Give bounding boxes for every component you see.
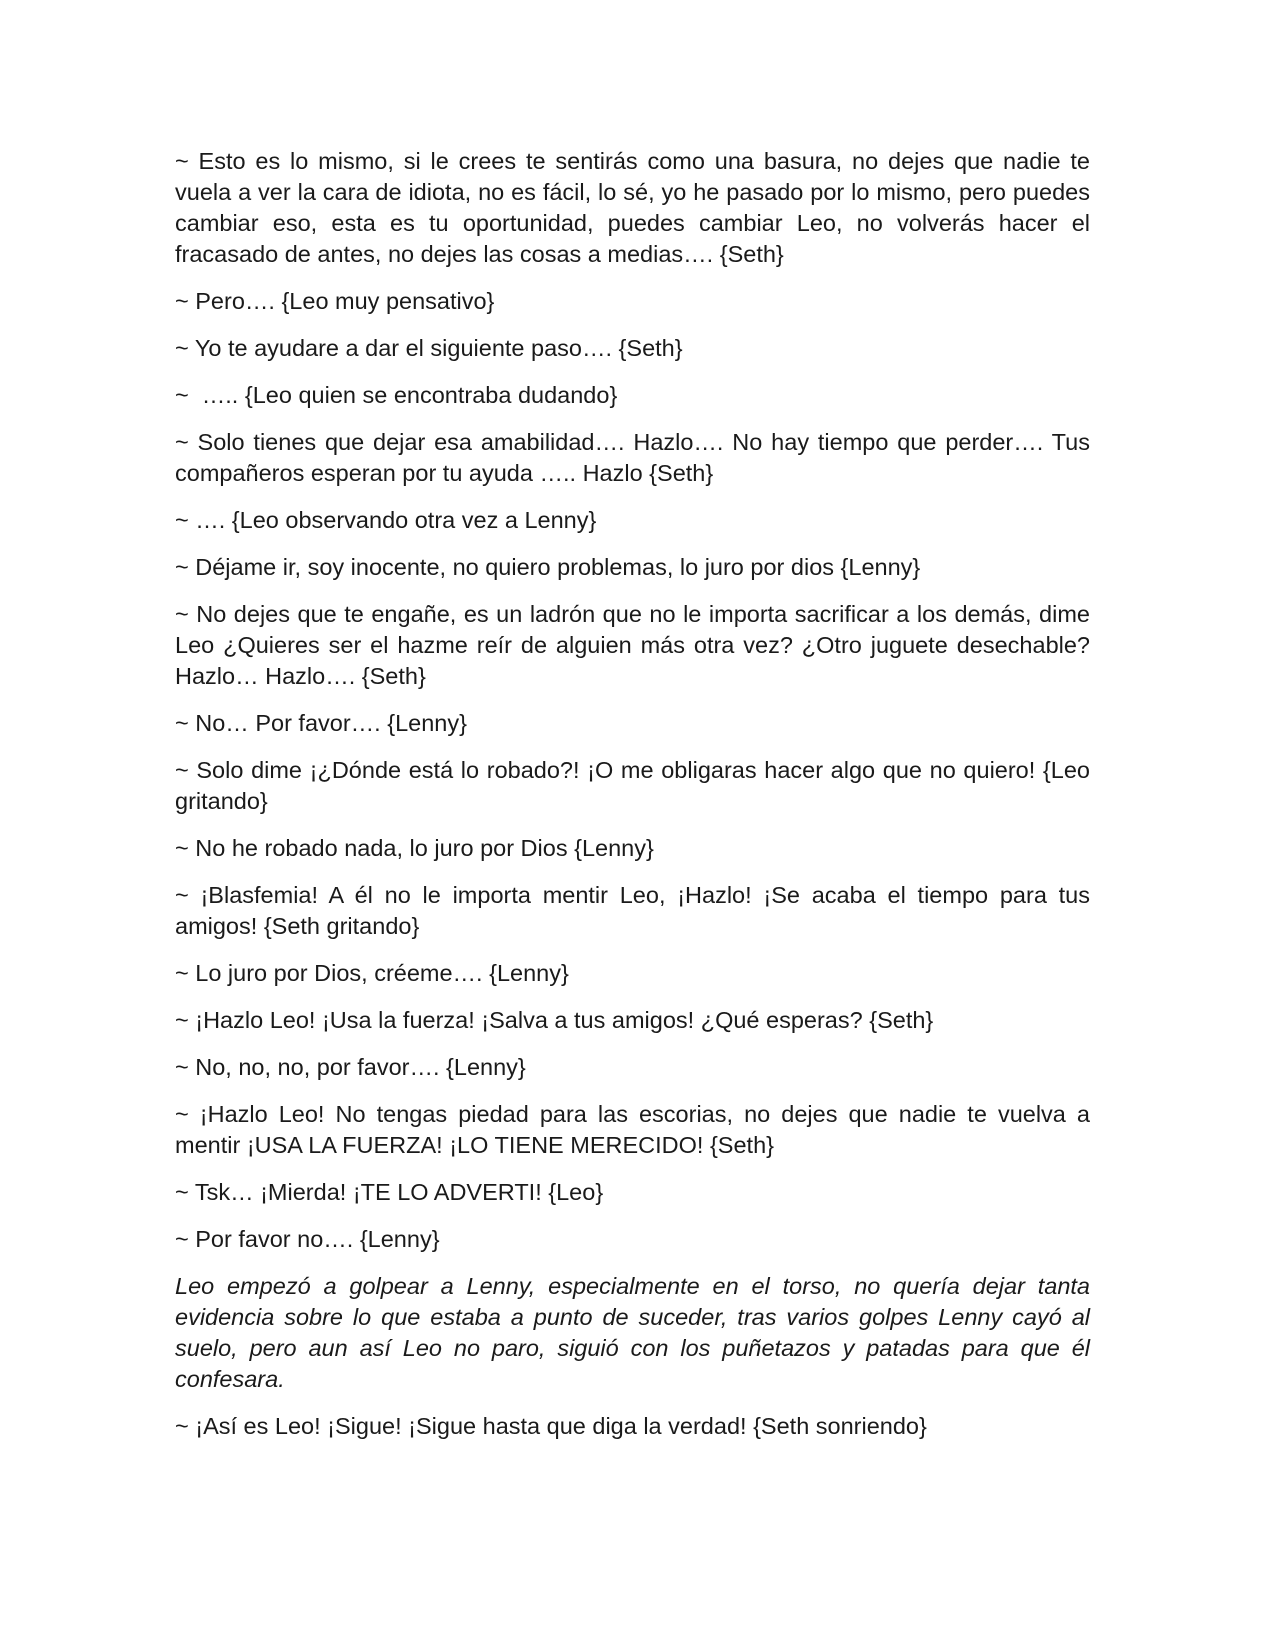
dialogue-paragraph: ~ ¡Hazlo Leo! No tengas piedad para las escorias, no dejes que nadie te vuelva a mentir ¡USA LA FUERZA! ¡LO TIENE MERECIDO! {Seth}: [175, 1101, 1090, 1158]
document-page: [175, 146, 1090, 1458]
dialogue-paragraph: ~ Tsk… ¡Mierda! ¡TE LO ADVERTI! {Leo}: [175, 1179, 604, 1205]
dialogue-paragraph: ~ ¡Así es Leo! ¡Sigue! ¡Sigue hasta que diga la verdad! {Seth sonriendo}: [175, 1413, 927, 1439]
dialogue-paragraph: ~ ¡Hazlo Leo! ¡Usa la fuerza! ¡Salva a tus amigos! ¿Qué esperas? {Seth}: [175, 1007, 934, 1033]
dialogue-paragraph: ~ Por favor no…. {Lenny}: [175, 1226, 440, 1252]
dialogue-paragraph: ~ …. {Leo observando otra vez a Lenny}: [175, 507, 597, 533]
dialogue-paragraph: ~ No, no, no, por favor…. {Lenny}: [175, 1054, 526, 1080]
dialogue-paragraph: ~ ¡Blasfemia! A él no le importa mentir Leo, ¡Hazlo! ¡Se acaba el tiempo para tus amigos! {Seth gritando}: [175, 882, 1090, 939]
dialogue-paragraph: ~ No… Por favor…. {Lenny}: [175, 710, 467, 736]
narration-paragraph: Leo empezó a golpear a Lenny, especialmente en el torso, no quería dejar tanta evidencia sobre lo que estaba a punto de suceder, tras varios golpes Lenny cayó al suelo, pero aun así Leo no paro, siguió con los puñetazos y patadas para que él confesara.: [175, 1273, 1090, 1392]
dialogue-paragraph: ~ Lo juro por Dios, créeme…. {Lenny}: [175, 960, 569, 986]
dialogue-paragraph: ~ ….. {Leo quien se encontraba dudando}: [175, 382, 618, 408]
dialogue-paragraph: ~ Pero…. {Leo muy pensativo}: [175, 288, 495, 314]
dialogue-paragraph: ~ Solo dime ¡¿Dónde está lo robado?! ¡O me obligaras hacer algo que no quiero! {Leo gritando}: [175, 757, 1090, 814]
dialogue-paragraph: ~ Déjame ir, soy inocente, no quiero problemas, lo juro por dios {Lenny}: [175, 554, 921, 580]
dialogue-paragraph: ~ Esto es lo mismo, si le crees te sentirás como una basura, no dejes que nadie te vuela a ver la cara de idiota, no es fácil, lo sé, yo he pasado por lo mismo, pero puedes cambiar eso, esta es tu oportunidad, puedes cambiar Leo, no volverás hacer el fracasado de antes, no dejes las cosas a medias…. {Seth}: [175, 148, 1090, 267]
dialogue-paragraph: ~ No dejes que te engañe, es un ladrón que no le importa sacrificar a los demás, dime Leo ¿Quieres ser el hazme reír de alguien más otra vez? ¿Otro juguete desechable? Hazlo… Hazlo…. {Seth}: [175, 601, 1090, 689]
dialogue-paragraph: ~ No he robado nada, lo juro por Dios {Lenny}: [175, 835, 654, 861]
dialogue-paragraph: ~ Yo te ayudare a dar el siguiente paso…. {Seth}: [175, 335, 683, 361]
dialogue-paragraph: ~ Solo tienes que dejar esa amabilidad…. Hazlo…. No hay tiempo que perder…. Tus compañeros esperan por tu ayuda ….. Hazlo {Seth}: [175, 429, 1090, 486]
